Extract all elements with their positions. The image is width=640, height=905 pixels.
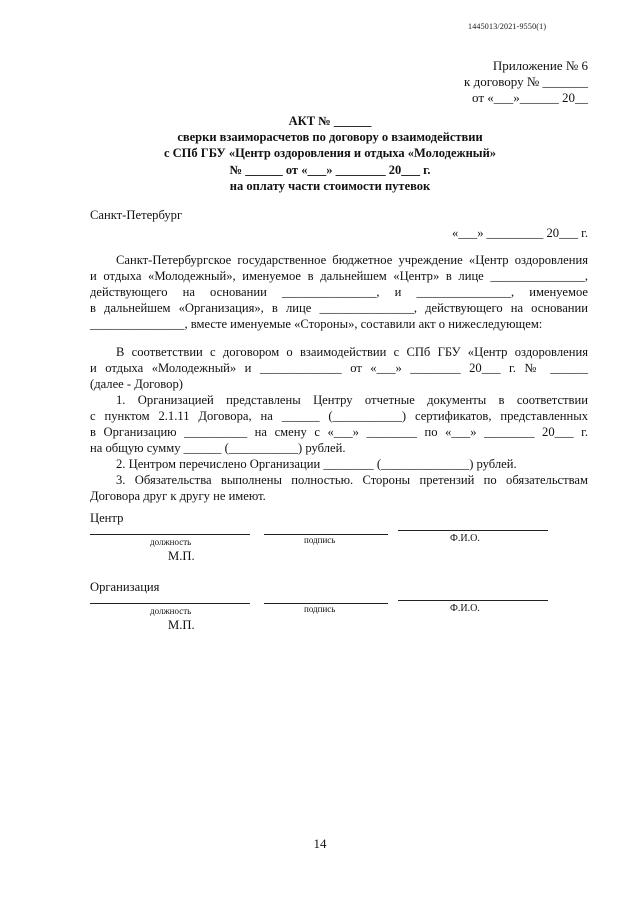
item1-line1: 1. Организацией представлены Центру отчетные документы в соответствии: [116, 393, 588, 407]
seal-mark: М.П.: [168, 618, 195, 632]
act-date: «___» _________ 20___ г.: [452, 226, 588, 240]
document-number: 1445013/2021-9550(1): [468, 22, 547, 31]
para1-line2: и отдыха «Молодежный», именуемое в дальнейшем «Центр» в лице _______________,: [90, 269, 588, 283]
para2-line3: (далее - Договор): [90, 377, 183, 391]
para1-line5: _______________, вместе именуемые «Стороны», составили акт о нижеследующем:: [90, 317, 543, 331]
para1-line1: Санкт-Петербургское государственное бюджетное учреждение «Центр оздоровления: [116, 253, 588, 267]
act-subtitle-2: с СПб ГБУ «Центр оздоровления и отдыха «Молодежный»: [163, 146, 497, 160]
item3-line2: Договора друг к другу не имеют.: [90, 489, 266, 503]
act-subtitle-1: сверки взаиморасчетов по договору о взаимодействии: [177, 130, 483, 144]
name-line: [398, 530, 548, 531]
para2-line1: В соответствии с договором о взаимодействии с СПб ГБУ «Центр оздоровления: [116, 345, 588, 359]
item3-line1: 3. Обязательства выполнены полностью. Стороны претензий по обязательствам: [116, 473, 588, 487]
act-subtitle-4: на оплату части стоимости путевок: [229, 179, 431, 193]
position-caption: должность: [150, 537, 192, 547]
name-caption: Ф.И.О.: [450, 603, 480, 614]
annex-contract: к договору № _______: [464, 74, 588, 89]
signature-caption: подпись: [304, 604, 336, 614]
page-number: 14: [313, 836, 327, 851]
position-caption: должность: [150, 606, 192, 616]
signature-party-organization: Организация: [90, 580, 160, 594]
item1-line4: на общую сумму ______ (___________) рублей.: [90, 441, 346, 455]
act-title: АКТ № ______: [288, 114, 372, 128]
seal-mark: М.П.: [168, 549, 195, 563]
name-line: [398, 600, 548, 601]
act-subtitle-3: № ______ от «___» ________ 20___ г.: [229, 163, 431, 177]
para2-line2: и отдыха «Молодежный» и _____________ от «___» ________ 20___ г. № ______: [90, 361, 588, 375]
item1-line2: с пунктом 2.1.11 Договора, на ______ (___________) сертификатов, представленных: [90, 409, 588, 423]
item2-line1: 2. Центром перечислено Организации ________ (______________) рублей.: [116, 457, 517, 471]
position-line: [90, 603, 250, 604]
para1-line4: в дальнейшем «Организация», в лице _______________, действующего на основании: [90, 301, 588, 315]
para1-line3: действующего на основании _______________, и _______________, именуемое: [90, 285, 588, 299]
annex-title: Приложение № 6: [492, 58, 588, 73]
position-line: [90, 534, 250, 535]
city: Санкт-Петербург: [90, 208, 183, 222]
item1-line3: в Организацию __________ на смену с «___» ________ по «___» ________ 20___ г.: [90, 425, 588, 439]
signature-caption: подпись: [304, 535, 336, 545]
name-caption: Ф.И.О.: [450, 533, 480, 544]
annex-date: от «___»______ 20__: [471, 90, 588, 105]
signature-party-center: Центр: [90, 511, 124, 525]
